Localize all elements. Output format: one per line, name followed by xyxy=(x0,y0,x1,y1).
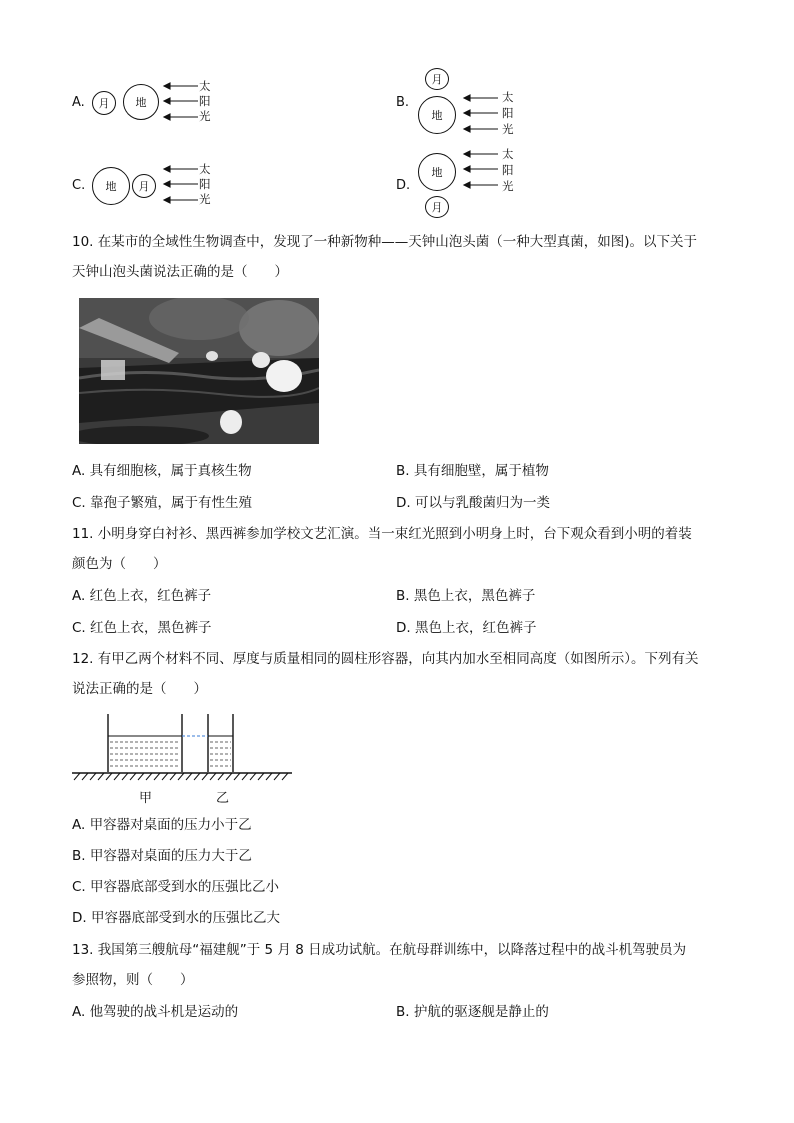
q13-stem-line1: 13. 我国第三艘航母“福建舰”于 5 月 8 日成功试航。在航母群训练中，以降落过程中的战斗机驾驶员为 xyxy=(72,942,687,958)
q12-stem-line2: 说法正确的是（ ） xyxy=(72,681,207,697)
sun-label-3: 光 xyxy=(199,109,211,123)
q13-option-a: A. 他驾驶的战斗机是运动的 xyxy=(72,1004,239,1020)
sun-label-3: 光 xyxy=(502,122,514,136)
sun-label-2: 阳 xyxy=(502,163,514,177)
earth-circle: 地 xyxy=(92,167,130,205)
earth-circle: 地 xyxy=(418,153,456,191)
q9-option-d-letter: D. xyxy=(396,178,411,193)
earth-circle: 地 xyxy=(123,84,159,120)
q10-option-a: A. 具有细胞核，属于真核生物 xyxy=(72,463,252,479)
q13-option-b: B. 护航的驱逐舰是静止的 xyxy=(396,1004,549,1020)
q9-option-b-letter: B. xyxy=(396,95,410,110)
q11-option-d: D. 黑色上衣，红色裤子 xyxy=(396,620,537,636)
q10-option-b: B. 具有细胞壁，属于植物 xyxy=(396,463,549,479)
q13-stem-line2: 参照物，则（ ） xyxy=(72,972,194,988)
q9-option-a-letter: A. xyxy=(72,95,85,110)
q11-option-b: B. 黑色上衣，黑色裤子 xyxy=(396,588,536,604)
q10-stem-line2: 天钟山泡头菌说法正确的是（ ） xyxy=(72,264,288,280)
q10-option-c: C. 靠孢子繁殖，属于有性生殖 xyxy=(72,495,253,511)
sun-label-1: 太 xyxy=(502,147,514,161)
sun-label-1: 太 xyxy=(502,90,514,104)
sun-label-2: 阳 xyxy=(199,94,211,108)
sun-label-1: 太 xyxy=(199,162,211,176)
earth-circle: 地 xyxy=(418,96,456,134)
fungus-photo-image xyxy=(79,298,319,444)
q11-stem-line1: 11. 小明身穿白衬衫、黑西裤参加学校文艺汇演。当一束红光照到小明身上时，台下观众看到小明的着装 xyxy=(72,526,692,542)
moon-circle: 月 xyxy=(92,91,116,115)
sunlight-arrows-icon xyxy=(162,163,204,209)
q12-option-c: C. 甲容器底部受到水的压强比乙小 xyxy=(72,879,280,895)
containers-diagram xyxy=(72,710,294,782)
q12-option-b: B. 甲容器对桌面的压力大于乙 xyxy=(72,848,252,864)
moon-circle: 月 xyxy=(132,174,156,198)
sun-label-1: 太 xyxy=(199,79,211,93)
moon-circle: 月 xyxy=(425,196,449,218)
label-yi: 乙 xyxy=(216,791,230,806)
q11-option-a: A. 红色上衣，红色裤子 xyxy=(72,588,212,604)
fungus-photo xyxy=(79,298,319,444)
moon-circle: 月 xyxy=(425,68,449,90)
q11-stem-line2: 颜色为（ ） xyxy=(72,556,167,572)
q10-option-d: D. 可以与乳酸菌归为一类 xyxy=(396,495,550,511)
sunlight-arrows-icon xyxy=(162,80,204,126)
sun-label-3: 光 xyxy=(502,179,514,193)
q11-option-c: C. 红色上衣，黑色裤子 xyxy=(72,620,212,636)
sun-label-2: 阳 xyxy=(199,177,211,191)
sun-label-2: 阳 xyxy=(502,106,514,120)
sunlight-arrows-icon xyxy=(462,148,504,194)
q9-option-c-letter: C. xyxy=(72,178,86,193)
sun-label-3: 光 xyxy=(199,192,211,206)
q12-option-a: A. 甲容器对桌面的压力小于乙 xyxy=(72,817,252,833)
q12-stem-line1: 12. 有甲乙两个材料不同、厚度与质量相同的圆柱形容器，向其内加水至相同高度（如图所示）。下列有关 xyxy=(72,651,699,667)
q10-stem-line1: 10. 在某市的全域性生物调查中，发现了一种新物种——天钟山泡头菌（一种大型真菌，如图)。以下关于 xyxy=(72,234,698,250)
label-jia: 甲 xyxy=(139,791,153,806)
q12-option-d: D. 甲容器底部受到水的压强比乙大 xyxy=(72,910,280,926)
sunlight-arrows-icon xyxy=(462,92,504,138)
